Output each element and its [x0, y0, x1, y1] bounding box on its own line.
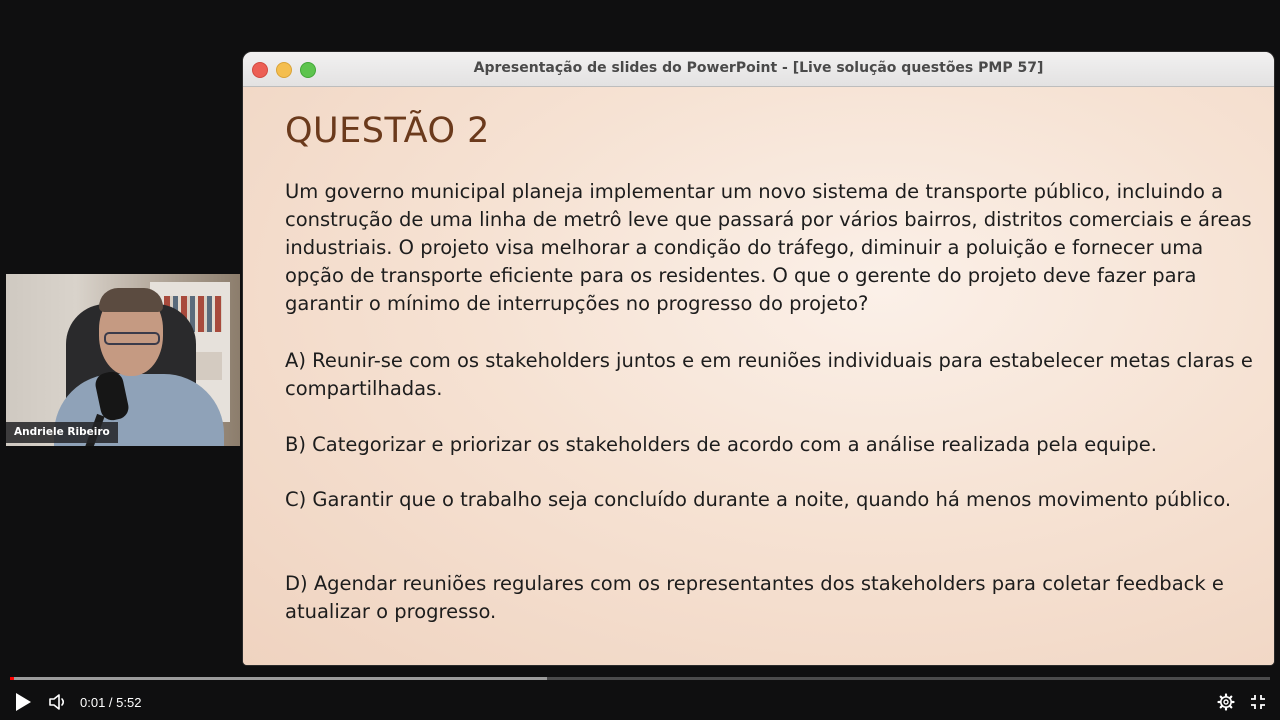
glasses	[104, 332, 160, 345]
play-icon[interactable]	[14, 692, 32, 712]
webcam-overlay	[6, 274, 240, 446]
slide	[243, 87, 1274, 665]
settings-gear-icon[interactable]	[1217, 693, 1235, 711]
window-titlebar	[243, 52, 1274, 87]
question-text: Um governo municipal planeja implementar um novo sistema de transporte público, incluindo a construção de uma linha de metrô leve que passará por vários bairros, distritos comerciais e áreas industriais. O projeto visa melhorar a condição do tráfego, diminuir a poluição e fornecer uma opção de transporte eficiente para os residentes. O que o gerente do projeto deve fazer para garantir o mínimo de interrupções no progresso do projeto?	[285, 180, 1252, 315]
option-a: A) Reunir-se com os stakeholders juntos e em reuniões individuais para estabelecer metas claras e compartilhadas.	[285, 349, 1253, 400]
volume-icon[interactable]	[48, 692, 68, 712]
option-c: C) Garantir que o trabalho seja concluído durante a noite, quando há menos movimento público.	[285, 488, 1232, 511]
time-readout: 0:01 / 5:52	[80, 695, 142, 710]
player-controls	[0, 686, 1280, 720]
fullscreen-exit-icon[interactable]	[1250, 694, 1266, 710]
window-title: Apresentação de slides do PowerPoint - [Live solução questões PMP 57]	[473, 60, 1044, 76]
presenter-hair	[99, 288, 163, 312]
progress-buffered	[10, 677, 547, 680]
slide-title: QUESTÃO 2	[285, 111, 490, 151]
option-b: B) Categorizar e priorizar os stakeholders de acordo com a análise realizada pela equipe.	[285, 433, 1157, 456]
presenter-name-tag: Andriele Ribeiro	[6, 422, 118, 443]
option-d: D) Agendar reuniões regulares com os representantes dos stakeholders para coletar feedback e atualizar o progresso.	[285, 572, 1224, 623]
presentation-window	[243, 52, 1274, 665]
progress-bar[interactable]	[10, 677, 1270, 680]
progress-played	[10, 677, 14, 680]
